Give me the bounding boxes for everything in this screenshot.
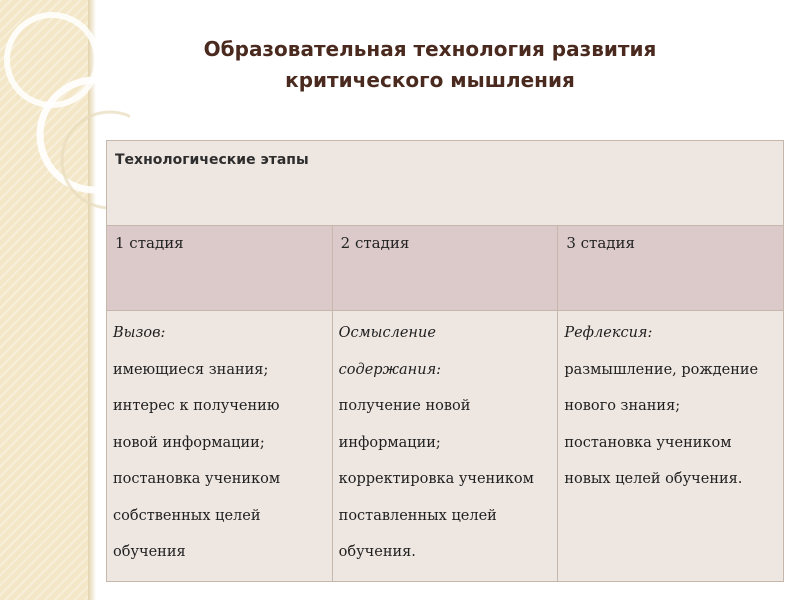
table-header-row (107, 141, 784, 226)
stage-row (107, 226, 784, 311)
stage-3-line: размышление, рождение (564, 361, 759, 378)
stage-2-line: информации; (338, 434, 441, 451)
content-row (107, 311, 784, 582)
stage-1-line: интерес к получению (113, 398, 280, 414)
slide-title (150, 34, 710, 96)
stage-1-heading: Вызов: (113, 325, 166, 341)
stage-3-label: 3 стадия (558, 226, 784, 311)
stage-3-line: новых целей обучения. (564, 471, 743, 487)
stage-2-content (332, 311, 558, 582)
stage-1-label: 1 стадия (107, 226, 333, 311)
stage-1-content (107, 311, 333, 582)
stage-2-line: поставленных целей (338, 507, 497, 524)
stage-1-line: постановка учеником (113, 471, 281, 487)
slide-title-line-1: Образовательная технология развития (203, 37, 657, 61)
stage-3-line: постановка учеником (564, 434, 732, 451)
stage-2-line: корректировка учеником (338, 471, 534, 487)
stage-3-line: нового знания; (564, 398, 681, 414)
table-header-cell: Технологические этапы (107, 141, 784, 226)
stage-2-heading: содержания: (338, 361, 442, 378)
stage-3-content (558, 311, 784, 582)
stage-2-label: 2 стадия (332, 226, 558, 311)
stage-1-line: обучения (113, 544, 186, 560)
stage-1-line: новой информации; (113, 434, 265, 451)
slide-title-line-2: критического мышления (285, 68, 575, 92)
stage-1-line: собственных целей (113, 507, 261, 524)
decorative-ring-large (7, 15, 97, 105)
stage-2-heading: Осмысление (338, 325, 436, 341)
stages-table (106, 140, 784, 582)
stage-2-line: обучения. (338, 544, 416, 560)
stage-3-heading: Рефлексия: (564, 325, 653, 341)
stage-2-line: получение новой (338, 398, 471, 414)
stage-1-line: имеющиеся знания; (113, 361, 269, 378)
